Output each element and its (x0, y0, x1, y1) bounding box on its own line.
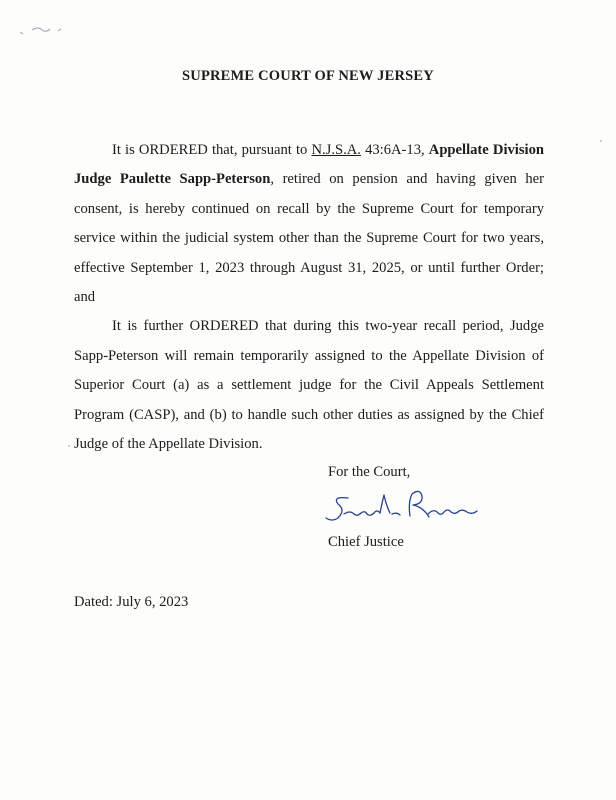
closing-line: For the Court, (328, 464, 411, 480)
order-paragraph-2: It is further ORDERED that during this two-year recall period, Judge Sapp-Peterson will remain temporarily assigned to the Appellate Division of Superior Court (a) as a settlement judge for the Civil Appeals Settlement Program (CASP), and (b) to handle such other duties as assigned by the Chief Judge of the Appellate Division. (74, 318, 544, 453)
scan-speck (600, 140, 602, 142)
order-paragraph-1 (74, 136, 544, 312)
order-intro: It is ORDERED that, pursuant to (112, 142, 312, 158)
date-line: Dated: July 6, 2023 (74, 594, 189, 610)
order-text-rest: , retired on pension and having given her consent, is hereby continued on recall by the Supreme Court for temporary service within the judicial system other than the Supreme Court for two years, effective September 1, 2023 through August 31, 2025, or until further Order; and (74, 171, 545, 306)
chief-justice-signature (322, 484, 492, 534)
court-title: SUPREME COURT OF NEW JERSEY (182, 68, 434, 84)
statute-section: 43:6A-13, (360, 142, 429, 158)
statute-citation: N.J.S.A. (311, 142, 361, 158)
judge-name: Appellate Division Judge Paulette Sapp-Peterson (74, 142, 544, 188)
signatory-title: Chief Justice (328, 534, 404, 550)
scan-speck (68, 445, 70, 447)
scan-mark (18, 22, 78, 38)
order-body (74, 136, 544, 459)
